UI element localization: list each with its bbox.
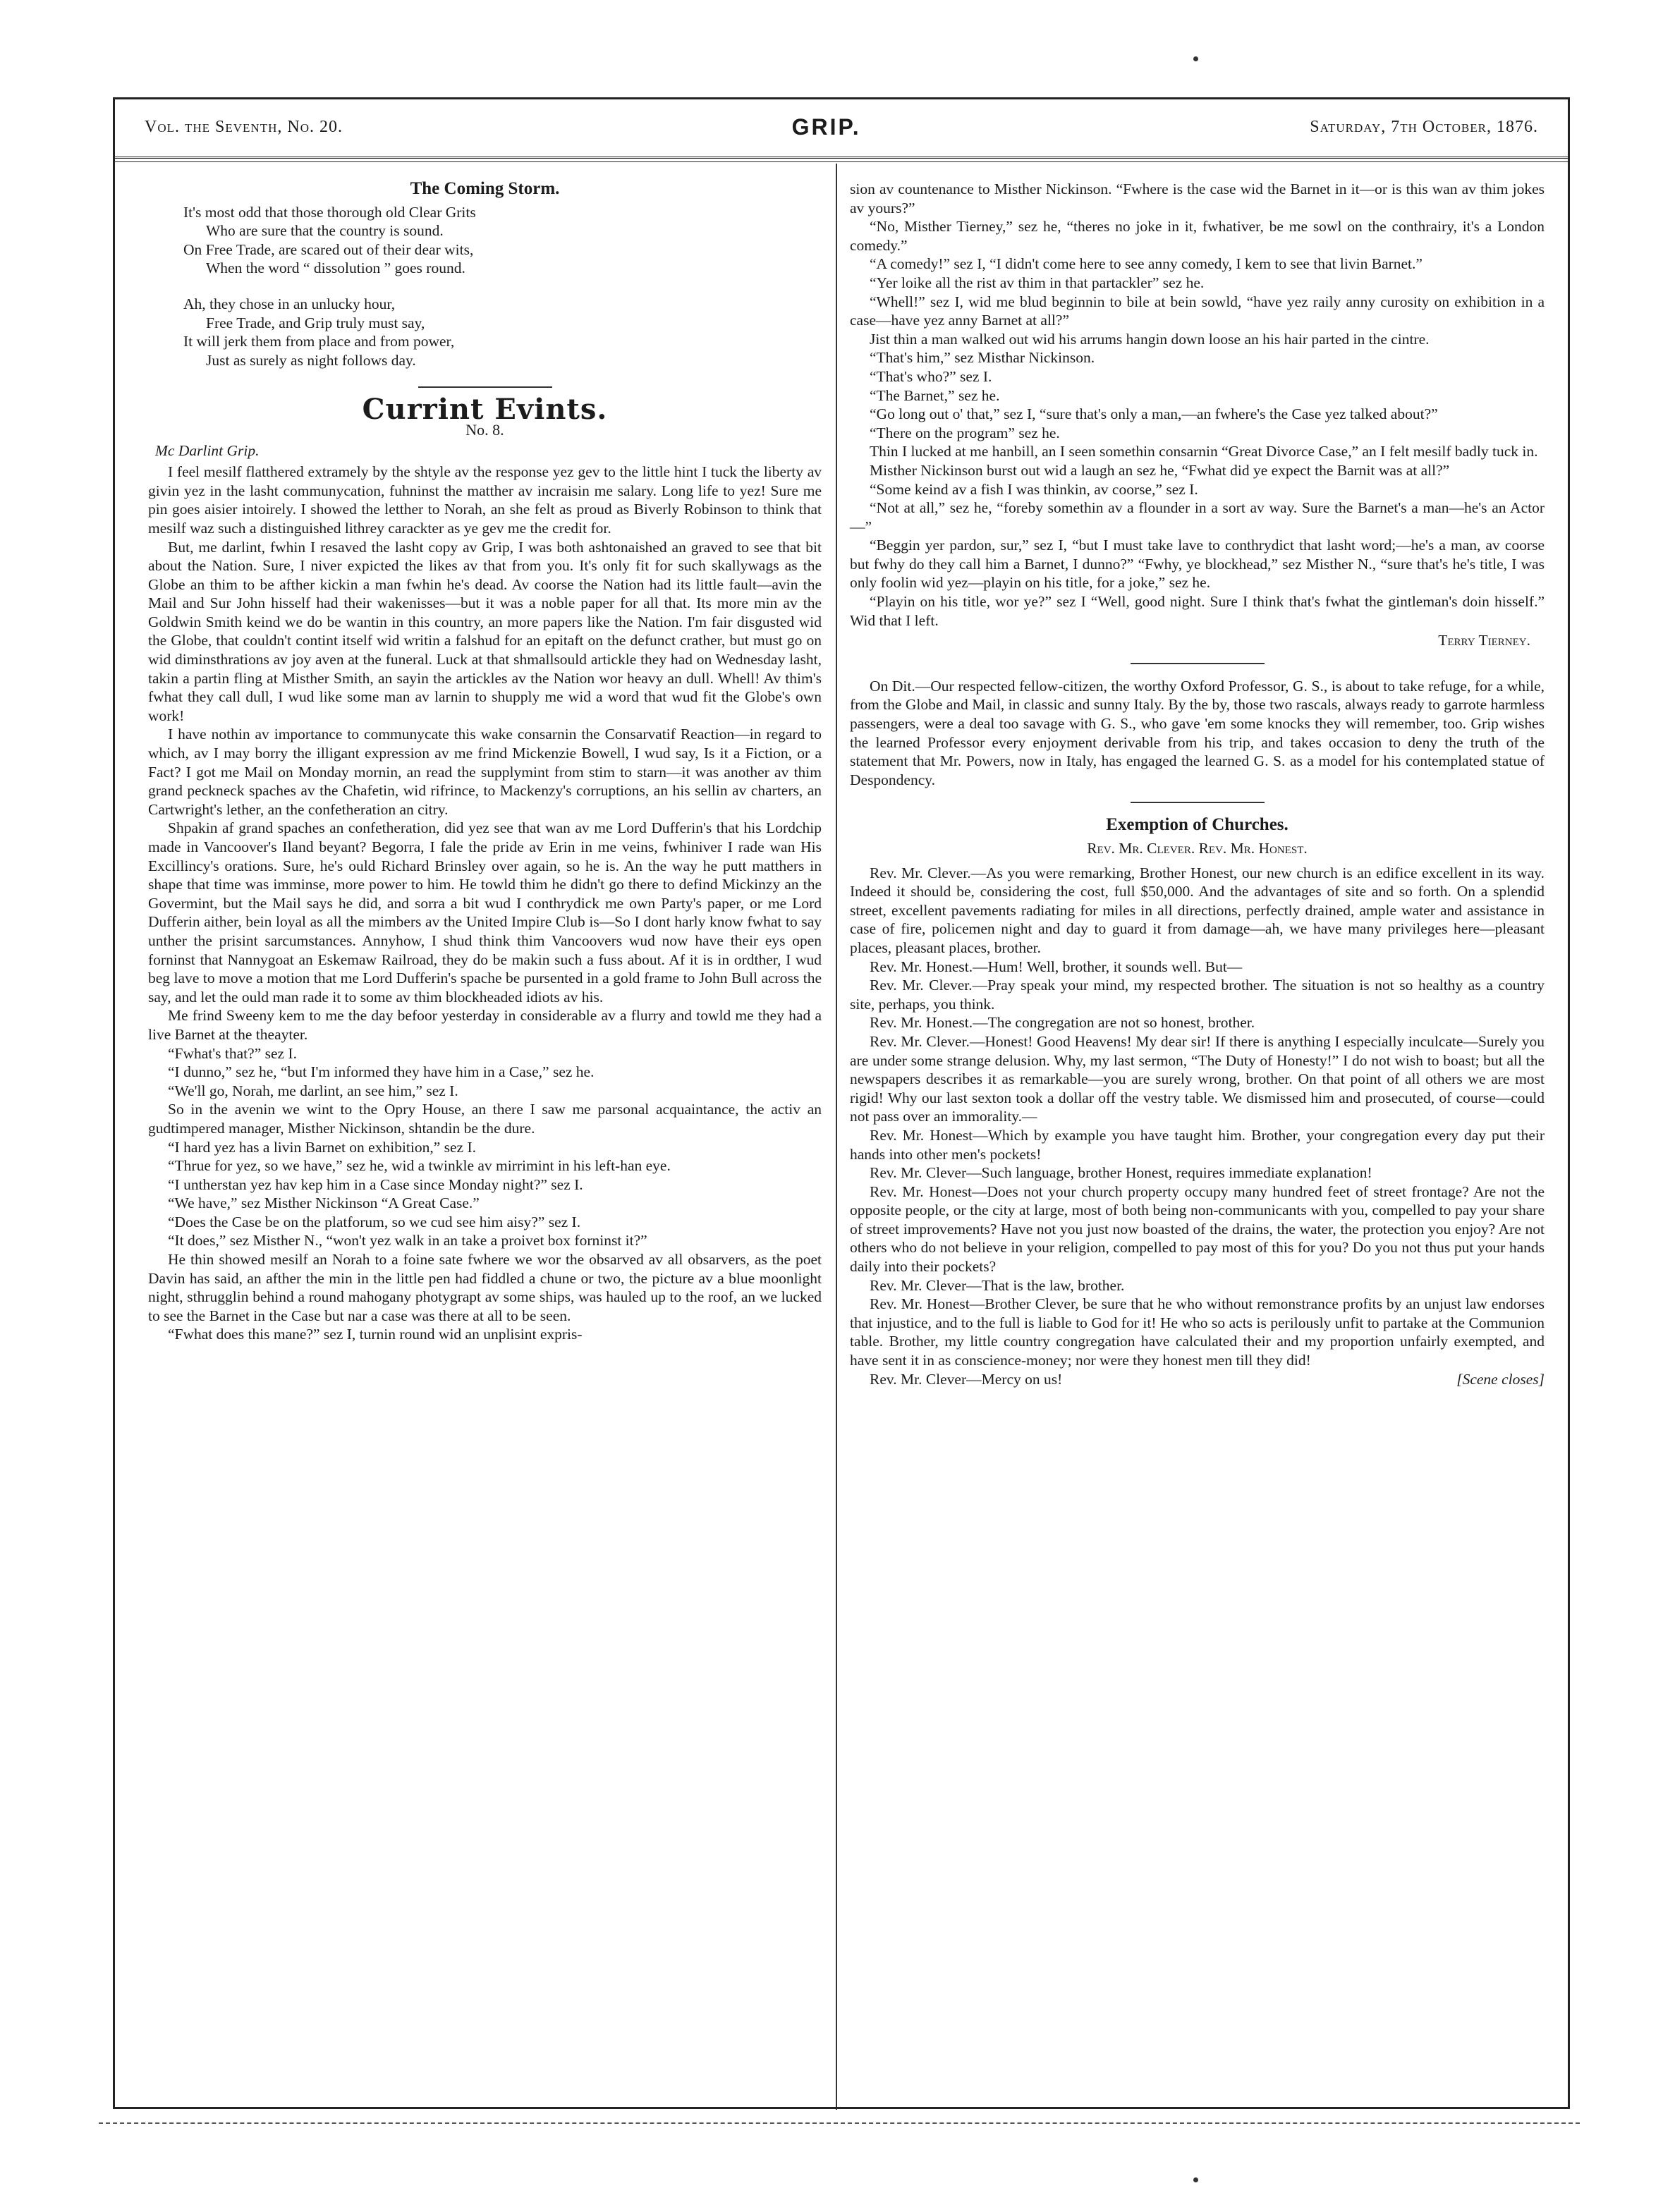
final-line [850,1370,1545,1389]
dialogue-line: “Fwhat does this mane?” sez I, turnin round wid an unplisint expris- [168,1326,583,1343]
margin-dot [1193,2177,1198,2182]
dialogue-line: Rev. Mr. Honest—Brother Clever, be sure that he who without remonstrance profits by an unjust law endorses that injustice, and to the full is liable to God for it! He who so acts is perilously unfit to partake at the Communion table. Brother, my little country congregation have calculated their and my proportion unfairly exempted, and have sent it in as conscience-money; nor were they honest men till they did! [850,1295,1545,1369]
section-divider [1131,802,1265,803]
dialogue-line: “I dunno,” sez he, “but I'm informed they have him in a Case,” sez he. [168,1063,595,1081]
article-paragraph: I have nothin av importance to communycate this wake consarnin the Consarvatif Reaction—in regard to which, av I may borry the illigant expression av me frind Mickenzie Bowell, I wud say, Is it a Fiction, or a Fact? I got me Mail on Monday mornin, an read the supplymint from stim to starn—it was another av thim grand peckneck spaches av the Chafetin, wid rifrince, to Mackenzy's corruptions, an his sellin av charters, an Cartwright's lether, an the confetheration an citry. [148,726,822,818]
stage-direction: [Scene closes] [1456,1370,1545,1388]
poem-line: On Free Trade, are scared out of their dear wits, [183,240,474,258]
dialogue-line: Rev. Mr. Honest—Which by example you have taught him. Brother, your congregation every day put their hands into other men's pockets! [850,1126,1545,1163]
dialogue-line: Rev. Mr. Clever.—Pray speak your mind, my respected brother. The situation is not so healthy as a country site, perhaps, you think. [850,977,1545,1013]
section-divider [418,386,552,388]
article-paragraph: Shpakin af grand spaches an confetheration, did yez see that wan av me Lord Dufferin's that his Lordchip made in Vancoover's Iland beyant? Begorra, I fale the pride av Erin in me veins, fwhiniver I rade wan His Excillincy's orations. Sure, he's ould Richard Brinsley over again, so he is. An the way he putt matthers in shape that time was imminse, more power to him. He towld thim he didn't go there to defind Mickinzy an the Govermint, but the Mail says he did, and sorra a bit wud I conthrydick me own Party's paper, or me Lord Dufferin aither, bein loyal as all the mimbers av the United Impire Club is—So I dont harly know fwhat to say unther the prisint sarcumstances. Annyhow, I shud think thim Vancoovers wud now have their eys open forninst that Nannygoat an Eskemaw Railroad, they do be makin such a fuss about. Af it is in ordther, I wud beg lave to move a motion that me Lord Dufferin's spache be pursented in a gold frame to John Bull across the say, and let the ould man rade it to some av thim blockheaded idiots av his. [148,819,822,1006]
dialogue-line: Rev. Mr. Clever—Mercy on us! [870,1370,1063,1388]
article-paragraph: sion av countenance to Misther Nickinson. “Fwhere is the case wid the Barnet in it—or is this wan av thim jokes av yours?” [850,181,1545,216]
section-divider [1131,663,1265,664]
exemption-title: Exemption of Churches. [1106,815,1289,835]
dialogue-line: “Thrue for yez, so we have,” sez he, wid a twinkle av mirrimint in his left-han eye. [168,1157,671,1175]
dialogue-line: “Does the Case be on the platforum, so we cud see him aisy?” sez I. [168,1213,581,1230]
poem-line: Who are sure that the country is sound. [206,222,444,240]
article-paragraph: I feel mesilf flatthered extramely by the shtyle av the response yez gev to the little hint I tuck the liberty av givin yez in the lasht communycation, fuhninst the matther av incraisin me salary. Long life to yez! Sure me pin goes aisier intoirely. I showed the letther to Norah, an she felt as proud as Biverly Robinson to think that mesilf waz such a distinguished lithrey carackter as ye gev me the credit for. [148,463,822,537]
poem-line: It's most odd that those thorough old Clear Grits [183,203,476,221]
dialogue-line: Rev. Mr. Honest.—Hum! Well, brother, it sounds well. But— [870,958,1243,975]
dialogue-line: “Beggin yer pardon, sur,” sez I, “but I must take lave to conthrydict that lasht word;—he's a man, av coorse but fwhy do they call him a Barnet, I dunno?” “Fwhy, ye blockhead,” sez Misther N., “sure that's he's title, I was only foolin wid yez—playin on his title, for a joke,” sez he. [850,537,1545,592]
author-signature: Terry Tierney. [1438,632,1530,649]
dialogue-line: “Some keind av a fish I was thinkin, av coorse,” sez I. [870,480,1198,498]
salutation: Mc Darlint Grip. [155,441,260,459]
dialogue-line: “I untherstan yez hav kep him in a Case since Monday night?” sez I. [168,1175,583,1193]
article-paragraph: So in the avenin we wint to the Opry House, an there I saw me parsonal acquaintance, the activ an gudtimpered manager, Misther Nickinson, shtandin be the dure. [148,1101,822,1137]
column-divider [836,164,837,2110]
article-paragraph: Thin I lucked at me hanbill, an I seen somethin consarnin “Great Divorce Case,” an I felt mesilf badly tuck in. [870,443,1538,460]
dialogue-line: “It does,” sez Misther N., “won't yez walk in an take a proivet box forninst it?” [168,1232,647,1249]
article-paragraph: Me frind Sweeny kem to me the day befoor yesterday in considerable av a flurry and towld me they had a live Barnet at the theayter. [148,1007,822,1043]
dialogue-line: “No, Misther Tierney,” sez he, “theres no joke in it, fwhativer, be me sowl on the conthrairy, it's a London comedy.” [850,218,1545,254]
currint-evints-number: No. 8. [465,420,504,439]
on-dit-paragraph: On Dit.—Our respected fellow-citizen, the worthy Oxford Professor, G. S., is about to take refuge, for a while, from the Globe and Mail, in classic and sunny Italy. By the by, those two rascals, always ready to garrote harmless passengers, were a deal too savage with G. S., who gave 'em some knocks they will remember, too. Grip wishes the learned Professor every enjoyment derivable from his trip, and takes occasion to deny the truth of the statement that Mr. Powers, now in Italy, has engaged the learned G. S. as a model for his contemplated statue of Despondency. [850,677,1545,788]
article-paragraph: He thin showed mesilf an Norah to a foine sate fwhere we wor the obsarved av all obsarvers, as the poet Davin has said, an afther the min in the little pen had fiddled a chune or two, the picture av a blue moonlight night, sthrugglin behind a round mahogany photygrapt av some ships, was hauled up to the roof, an we lucked to see the Barnet in the Case but nar a case was there at all to be seen. [148,1251,822,1324]
poem [148,203,822,370]
issue-date: Saturday, 7th October, 1876. [1310,117,1538,136]
poem-title: The Coming Storm. [410,179,560,198]
dialogue-line: “That's who?” sez I. [870,367,992,385]
currint-evints-title: Currint Evints. [362,393,608,427]
article-paragraph: Jist thin a man walked out wid his arrums hangin down loose an his hair parted in the cintre. [870,330,1430,348]
dialogue-line: “I hard yez has a livin Barnet on exhibition,” sez I. [168,1138,477,1156]
left-column [148,180,822,1344]
poem-stanza [148,295,822,369]
dialogue-line: Misther Nickinson burst out wid a laugh an sez he, “Fwhat did ye expect the Barnit was at all?” [870,461,1450,479]
bottom-rule [113,2107,1570,2109]
dialogue-line: “Go long out o' that,” sez I, “sure that's only a man,—an fwhere's the Case yez talked about?” [870,405,1438,423]
poem-line: It will jerk them from place and from power, [183,333,455,350]
dialogue-line: Rev. Mr. Clever.—Honest! Good Heavens! My dear sir! If there is anything I especially inculcate—Surely you are under some strange delusion. Why, my last sermon, “The Duty of Honesty!” I do not wish to boast; but all the newspapers describes it as remarkable—you are surely wrong, brother. On that point of all others we are most rigid! Why our last sexton took a dollar off the vestry table. We dismissed him and prosecuted, of course—could not pass over an immorality.— [850,1032,1545,1125]
newspaper-title: GRIP. [791,114,861,140]
volume-info: Vol. the Seventh, No. 20. [145,117,343,136]
poem-line: Ah, they chose in an unlucky hour, [183,295,396,312]
dialogue-line: “There on the program” sez he. [870,424,1060,441]
dialogue-line: “A comedy!” sez I, “I didn't come here to see anny comedy, I kem to see that livin Barnet.” [870,255,1423,273]
dialogue-line: “Fwhat's that?” sez I. [168,1044,297,1062]
dialogue-line: Rev. Mr. Clever—That is the law, brother. [870,1276,1125,1294]
poem-line: Just as surely as night follows day. [206,351,416,369]
dialogue-line: “We have,” sez Misther Nickinson “A Great Case.” [168,1194,480,1212]
dialogue-line: Rev. Mr. Honest—Does not your church property occupy many hundred feet of street frontage? Are not the opposite people, or the city at large, most of both being non-communicants with you, compelled to pay your share of street improvements? Have not you just now boasted of the drains, the water, the protection you enjoy? Are not others who do not believe in your religion, compelled to pay most of this for you? Do you not thus put your hands daily into their pockets? [850,1183,1545,1276]
dialogue-line: “Not at all,” sez he, “foreby somethin av a flounder in a sort av way. Sure the Barnet's a man—he's an Actor—” [850,499,1545,535]
dialogue-line: Rev. Mr. Clever.—As you were remarking, Brother Honest, our new church is an edifice excellent in its way. Indeed it should be, considering the cost, full $50,000. And the advantages of site and so forth. On a splendid street, excellent pavements radiating for miles in all directions, perfectly drained, ample water and assistance in case of fire, policemen night and day to guard it from damage—ah, we have many privileges here—pleasant places, pleasant places, brother. [850,864,1545,956]
dialogue-line: “Whell!” sez I, wid me blud beginnin to bile at bein sowld, “have yez raily anny curosity on exhibition in a case—have yez anny Barnet at all?” [850,293,1545,329]
article-paragraph: But, me darlint, fwhin I resaved the lasht copy av Grip, I was both ashtonaished an graved to see that bit about the Nation. Sure, I niver expicted the likes av that from you. It's only fit for such skallywags as the Globe an thim to be afther kickin a man fwhin he's dead. Av coorse the Nation had its little fault—avin the Mail and Sur John hisself had their wakenisses—but it was a noble paper for all that. Its more min av the Goldwin Smith keind we do be wantin in this country, an more papers like the Nation. I'm fair disgusted wid the Globe, that couldn't contint itself wid writin a falshud for an epitaft on the defunct crather, but must go on wid diminsthrations av joy aven at the funeral. Luck at that shmallsould artickle they had on Wednesday lasht, takin a partin fling at Misther Smith, an sayin the artickles av the Nation wor heavy an dull. Whell! Av thim's fwhat they call dull, I wud like some man av larnin to shupply me wid a word that wud fit the Globe's own work! [148,538,822,724]
dialogue-line: “The Barnet,” sez he. [870,386,1000,404]
poem-line: When the word “ dissolution ” goes round. [206,259,465,277]
dialogue-line: “Yer loike all the rist av thim in that partackler” sez he. [870,274,1205,291]
bottom-border [99,2122,1580,2124]
dialogue-line: “We'll go, Norah, me darlint, an see him,” sez I. [168,1082,458,1099]
dialogue-line: Rev. Mr. Clever—Such language, brother Honest, requires immediate explanation! [870,1164,1372,1182]
dialogue-line: Rev. Mr. Honest.—The congregation are not so honest, brother. [870,1014,1255,1032]
dramatis-personae: Rev. Mr. Clever. Rev. Mr. Honest. [1087,840,1308,857]
dialogue-line: “That's him,” sez Misthar Nickinson. [870,349,1095,367]
poem-line: Free Trade, and Grip truly must say, [206,314,425,331]
poem-stanza [148,203,822,278]
right-column [850,180,1545,1388]
dialogue-line: “Playin on his title, wor ye?” sez I “Well, good night. Sure I think that's fwhat the gintleman's doin hisself.” Wid that I left. [850,593,1545,629]
margin-dot [1193,56,1198,61]
